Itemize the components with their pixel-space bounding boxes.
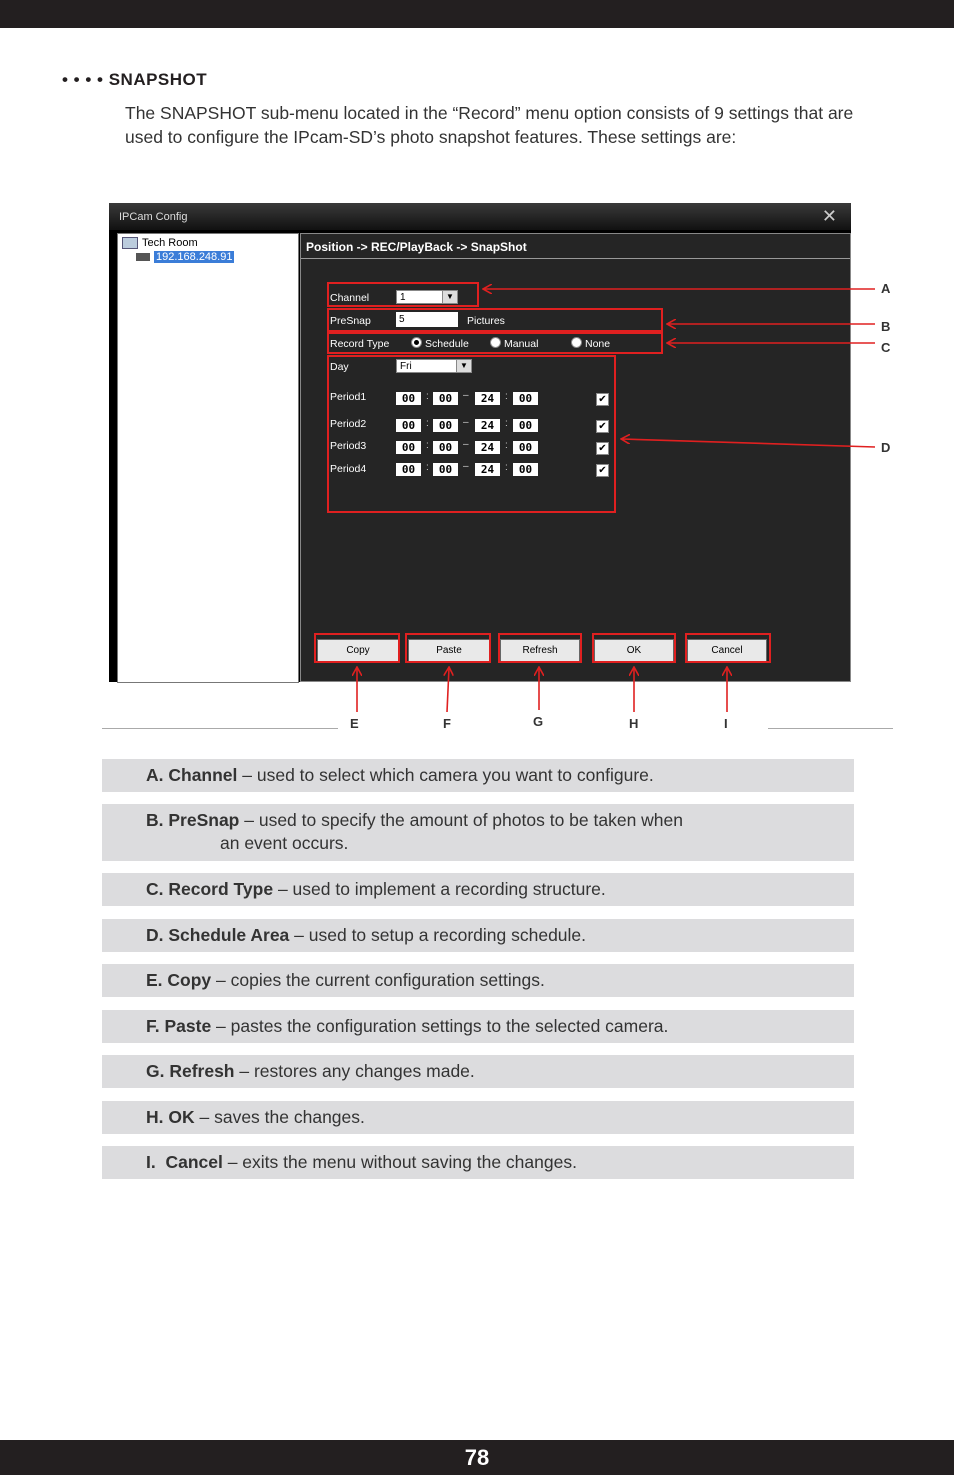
end-minute-field[interactable]: 00 <box>513 419 538 432</box>
divider-left <box>102 728 338 729</box>
period-enable-checkbox[interactable]: ✔ <box>596 420 609 433</box>
description-text-continued: an event occurs. <box>220 833 349 853</box>
window-title: IPCam Config <box>119 211 188 223</box>
description-text: – saves the changes. <box>194 1107 365 1127</box>
start-minute-field[interactable]: 00 <box>433 419 458 432</box>
callout-label-f: F <box>443 716 451 731</box>
intro-paragraph: The SNAPSHOT sub-menu located in the “Record” menu option consists of 9 settings that are used to configure the IPcam-SD’s photo snapshot features. These settings are: <box>125 103 854 147</box>
start-minute-field[interactable]: 00 <box>433 463 458 476</box>
callout-label-b: B <box>881 319 891 334</box>
description-row <box>102 964 854 997</box>
day-value: Fri <box>400 361 412 372</box>
start-minute-field[interactable]: 00 <box>433 441 458 454</box>
ok-button[interactable]: OK <box>594 639 674 663</box>
refresh-button[interactable]: Refresh <box>500 639 580 663</box>
description-text: – used to select which camera you want to configure. <box>237 765 654 785</box>
description-text: – used to implement a recording structure. <box>273 879 606 899</box>
page-number: 78 <box>0 1440 954 1475</box>
dash: – <box>463 439 469 450</box>
presnap-label: PreSnap <box>330 315 371 327</box>
description-row <box>102 1010 854 1043</box>
callout-label-i: I <box>724 716 728 731</box>
description-text: – used to setup a recording schedule. <box>289 925 587 945</box>
end-hour-field[interactable]: 24 <box>475 463 500 476</box>
chevron-down-icon: ▼ <box>456 360 471 372</box>
description-term: I. Cancel <box>146 1152 223 1172</box>
period-enable-checkbox[interactable]: ✔ <box>596 464 609 477</box>
callout-label-d: D <box>881 440 891 455</box>
radio-none-label: None <box>585 338 611 350</box>
description-row <box>102 1146 854 1179</box>
colon: : <box>426 391 429 402</box>
description-term: B. PreSnap <box>146 810 240 830</box>
dash: – <box>463 417 469 428</box>
radio-schedule-label: Schedule <box>425 338 469 350</box>
colon: : <box>505 440 508 451</box>
description-row <box>102 1101 854 1134</box>
description-term: G. Refresh <box>146 1061 235 1081</box>
period-label: Period4 <box>330 463 367 475</box>
end-minute-field[interactable]: 00 <box>513 392 538 405</box>
description-term: H. OK <box>146 1107 195 1127</box>
end-hour-field[interactable]: 24 <box>475 419 500 432</box>
colon: : <box>426 418 429 429</box>
divider-right <box>768 728 893 729</box>
colon: : <box>505 391 508 402</box>
arrow-d <box>622 439 875 447</box>
period-label: Period3 <box>330 440 367 452</box>
description-term: D. Schedule Area <box>146 925 290 945</box>
day-label: Day <box>330 361 349 373</box>
description-text: – exits the menu without saving the changes. <box>222 1152 577 1172</box>
arrow-f <box>447 668 449 712</box>
start-hour-field[interactable]: 00 <box>396 463 421 476</box>
description-text: – restores any changes made. <box>234 1061 475 1081</box>
record-type-label: Record Type <box>330 338 390 350</box>
description-row <box>102 759 854 792</box>
start-minute-field[interactable]: 00 <box>433 392 458 405</box>
description-term: E. Copy <box>146 970 212 990</box>
description-term: C. Record Type <box>146 879 274 899</box>
colon: : <box>426 440 429 451</box>
tree-root-label: Tech Room <box>142 237 198 249</box>
copy-button[interactable]: Copy <box>317 639 399 663</box>
description-text: – copies the current configuration settings. <box>211 970 545 990</box>
colon: : <box>426 462 429 473</box>
start-hour-field[interactable]: 00 <box>396 392 421 405</box>
description-row <box>102 1055 854 1088</box>
callout-label-g: G <box>533 714 544 729</box>
description-text: – used to specify the amount of photos to be taken when <box>239 810 684 830</box>
presnap-input[interactable]: 5 <box>396 312 458 327</box>
description-row <box>102 873 854 906</box>
close-icon[interactable]: ✕ <box>821 206 837 226</box>
end-minute-field[interactable]: 00 <box>513 463 538 476</box>
description-term: A. Channel <box>146 765 238 785</box>
channel-value: 1 <box>400 292 406 303</box>
start-hour-field[interactable]: 00 <box>396 419 421 432</box>
end-minute-field[interactable]: 00 <box>513 441 538 454</box>
presnap-unit: Pictures <box>467 315 505 327</box>
chevron-down-icon: ▼ <box>442 291 457 303</box>
breadcrumb: Position -> REC/PlayBack -> SnapShot <box>306 240 527 254</box>
channel-label: Channel <box>330 292 370 304</box>
paste-button[interactable]: Paste <box>408 639 490 663</box>
colon: : <box>505 462 508 473</box>
description-row <box>102 919 854 952</box>
description-row <box>102 804 854 861</box>
period-label: Period2 <box>330 418 367 430</box>
callout-label-a: A <box>881 281 891 296</box>
callout-label-e: E <box>350 716 359 731</box>
section-heading: • • • • SNAPSHOT <box>62 70 208 89</box>
end-hour-field[interactable]: 24 <box>475 441 500 454</box>
period-enable-checkbox[interactable]: ✔ <box>596 442 609 455</box>
description-term: F. Paste <box>146 1016 212 1036</box>
cancel-button[interactable]: Cancel <box>687 639 767 663</box>
colon: : <box>505 418 508 429</box>
period-label: Period1 <box>330 391 367 403</box>
dash: – <box>463 390 469 401</box>
dash: – <box>463 461 469 472</box>
start-hour-field[interactable]: 00 <box>396 441 421 454</box>
callout-label-c: C <box>881 340 891 355</box>
period-enable-checkbox[interactable]: ✔ <box>596 393 609 406</box>
radio-manual-label: Manual <box>504 338 539 350</box>
description-text: – pastes the configuration settings to the selected camera. <box>211 1016 669 1036</box>
tree-device-label: 192.168.248.91 <box>156 251 233 263</box>
end-hour-field[interactable]: 24 <box>475 392 500 405</box>
callout-label-h: H <box>629 716 639 731</box>
